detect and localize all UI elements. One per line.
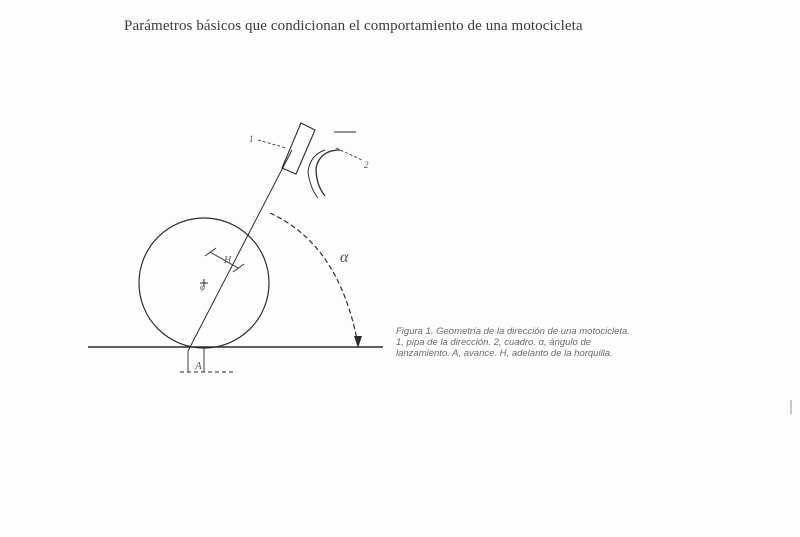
label-phi: φ bbox=[200, 282, 205, 292]
rake-angle-arc bbox=[270, 213, 358, 345]
page-title: Parámetros básicos que condicionan el comportamiento de una motocicleta bbox=[124, 18, 583, 34]
fork-offset-tick-2 bbox=[233, 264, 244, 272]
scan-edge-mark bbox=[790, 400, 792, 414]
label-h: H bbox=[224, 255, 232, 266]
figure-caption: Figura 1. Geometría de la dirección de una motocicleta. 1, pipa de la dirección. 2, cuadro. α, ángulo de lanzamiento. A, avance. H, adelanto de la horquilla. bbox=[396, 326, 630, 359]
steering-axis bbox=[188, 150, 292, 351]
head-tube bbox=[282, 123, 315, 174]
label-2: 2 bbox=[364, 160, 369, 170]
label-a: A bbox=[195, 360, 202, 372]
label-1: 1 bbox=[249, 134, 254, 144]
label-alpha: α bbox=[340, 249, 349, 266]
rake-arc-arrow bbox=[354, 336, 362, 348]
leader-line-1 bbox=[258, 140, 286, 148]
frame-curve bbox=[316, 150, 340, 196]
